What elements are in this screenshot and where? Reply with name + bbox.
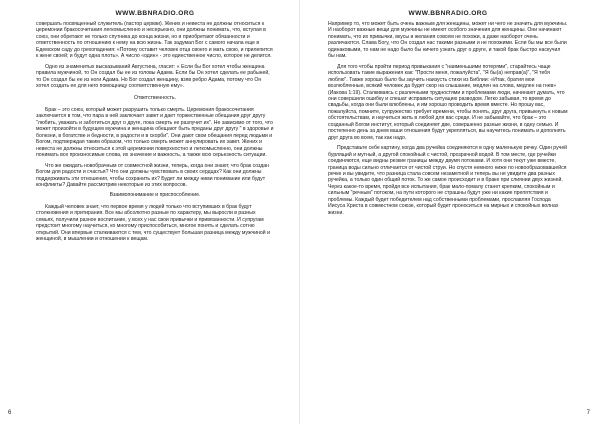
paragraph: Одно из знаменитых высказываний Августина, гласит: « Если бы Бог хотел чтобы женщина правила мужчиной, то Он создал бы ее из головы Адама. Если бы Он хотел сделать ее рабыней, то Он создал бы ее из ноги Адама. Но Бог создал женщину, взяв ребро Адама, потому что Он хотел создать ее для него помощницу соответственную ему». — [36, 63, 270, 90]
paragraph: совершать посвященный служитель (пастор церкви). Жених и невеста не должны относиться к церемонии бракосочетания легкомысленно и несерьезно, они должны понимать, что, вступая в союз, они обретают не только спутника до конца жизни, но и приобретают обязанности и ответственность по отношению к нему на всю жизнь. Так задумал Бог с самого начала еще в Едемском саду до грехопадения: «Потому оставит человек отца своего и мать свою, и прилепится к жене своей; и будут одна плоть». А число «один» - это единственное число, которое не делится. — [36, 21, 273, 60]
section-title-responsibility: Ответственность. — [133, 94, 177, 101]
paragraph: Что же ожидать новобрачным от совместной жизни, теперь, когда они знают, что брак создан Богом для радости и счастья? Что они должны чувствовать в своих сердцах? Как они должны поддерживать эти отношения, чтобы сохранить их? Будет ли между ними понимание или будут конфликты? Давайте рассмотрим некоторые из этих вопросов. — [36, 162, 269, 188]
right-page-header: WWW.BBNRADIO.ORG — [408, 10, 488, 17]
paragraph: Для того чтобы пройти период привыкания с "наименьшими потерями", старайтесь чаще использовать такие выражения как: "Прости меня, пожалуйста", "Я бы(а) неправ(а)", "Я тебя люблю". Также хорошо было бы заучить наизусть стихи из Библии: «Итак, братия мои возлюбленные, всякий человек да будет скор на слышание, медлен на слова, медлен на гнев» (Иакова 1:19). Сталкиваясь с различными трудностями и проблемами люди, начинают думать, что они совершили ошибку и спешат исправить ситуацию разводом. Легко забывая, то время до свадьбы, когда они были влюблены, и им хорошо проводить время вместе. Но прошу вас, пожалуйста, помните, супружество требует времени, чтобы понять, друг друга, привыкнуть к новым обстоятельствам, и научиться жить в любой для вас среде. И не забывайте, что брак – это созданный Богом институт, который соединяет две, совершенно разные жизни, в одну семью. И постепенно день за днем ваши отношения будут укрепляться, вы научитесь понимать и дополнять друг друга во всем, так как надо. — [328, 63, 568, 141]
page-number-left: 6 — [8, 410, 12, 416]
paragraph: Каждый человек знает, что первое время у людей только что вступивших в брак будут столкновения и притирания. Все мы абсолютно разные по характеру, мы выросли в разных семьях, получили разное воспитание, у всех у нас свои привычки и привязанности. И супругам предстоит многому научиться, ко многому приспособиться, многое понять и сделать сотню открытий. Они впервые сталкиваются с тем, что существует большая разница между мужчиной и женщиной, в мышлении и отношении к вещам. — [36, 203, 270, 243]
left-page-header: WWW.BBNRADIO.ORG — [115, 10, 195, 17]
paragraph: Например то, что может быть очень важным для женщины, может ни чего не значить для мужчины. И наоборот важные вещи для мужчины не имеют особого значения для женщины. Они начинают понимать, что их привычки, вкусы и желания совсем не похожи, а даже наоборот очень различаются. Слава Богу, что Он создал нас такими разными и не похожими. Если бы мы все были одинаковыми, то нам не надо было бы ничего узнать друг о друге, и такой брак быстро наскучил бы нам. — [328, 21, 568, 60]
left-page-body — [36, 21, 274, 243]
paragraph: Брак – это союз, который может разрушить только смерть. Церемония бракосочетания заключается в том, что пара в ней заключает завет и дает торжественные обещания друг другу "любить, уважать и заботиться друг о друге, пока смерть не разлучит их". Не зависимо от того, что может произойти в будущем мужчина и женщина обещают быть преданы друг другу " в здоровье и болезни, в богатстве и бедности, в радости и в скорби". Они дают свои обещания перед людьми и Богом, подтверждая таким образом, что только смерть может аннулировать их завет. Жених и невеста не должны относиться к этой церемонии поверхностно и легкомысленно, они должны понимать все произносимые слова, их значение и важность, а также всю серьезность ситуации. — [36, 106, 274, 159]
right-page — [300, 0, 600, 424]
section-title-understanding: Взаимопонимание и приспособление. — [109, 192, 201, 199]
right-page-body — [328, 21, 568, 216]
paragraph: Представьте себе картину, когда два ручейка соединяются в одну маленькую речку. Один ручей бурлящий и мутный, а другой спокойный с чистой, прозрачной водой. В том месте, где ручейки соединяются, еще видны резкие границы между двумя потоками. И хотя они текут уже вместе, граница воды сильно отличается от чистой струи. Но спустя немного ниже по новообразовавшейся речке и вы увидите, что разница стала совсем незаметной и теперь вы не увидите два разных ручейка, а только один общий поток. То же самое происходит и в браке при слиянии двух жизней. Через какое-то время, пройдя все испытания, брак мало-помалу станет крепким, спокойным и сильным "речным" потоком, на пути которого не страшны будут уже ни какие препятствия и проблемы. Каждый будет победителем над собственными проблемами, прославляя Господа Иисуса Христа в совместном союзе, который будет проноситься на мирных и спокойных волнах жизни. — [328, 145, 568, 216]
page-number-right: 7 — [586, 410, 590, 416]
